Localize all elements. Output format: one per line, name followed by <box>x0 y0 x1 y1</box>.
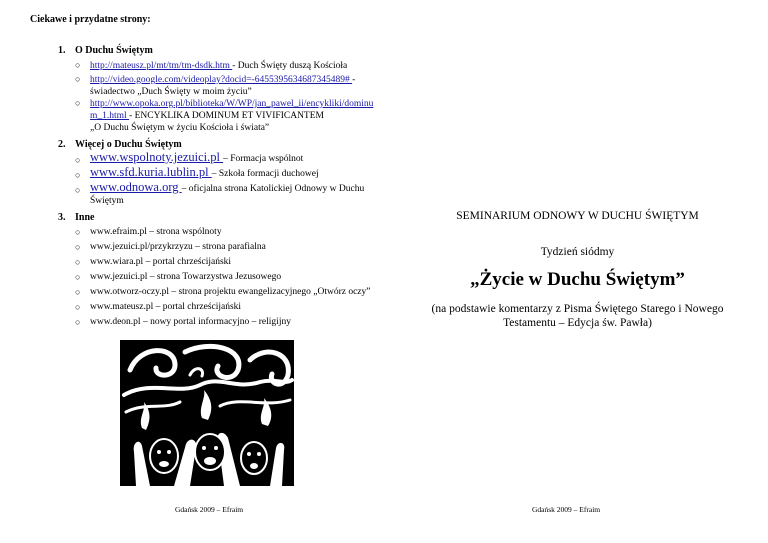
bullet-icon: ○ <box>75 98 81 108</box>
bullet-icon: ○ <box>75 155 81 165</box>
list-item: www.wspolnoty.jezuici.pl – Formacja wspólnot <box>90 150 304 164</box>
bullet-icon: ○ <box>75 317 81 327</box>
subtitle-line-1: (na podstawie komentarzy z Pisma Świętego Starego i Nowego <box>431 303 724 315</box>
list-item: ○ www.deon.pl – nowy portal informacyjno – religijny <box>75 317 291 327</box>
list-item: ○ www.jezuici.pl – strona Towarzystwa Jezusowego <box>75 272 282 282</box>
bullet-icon: ○ <box>75 272 81 282</box>
bullet-icon: ○ <box>75 60 81 70</box>
week-label: Tydzień siódmy <box>540 246 615 258</box>
list-item: ○ www.efraim.pl – strona wspólnoty <box>75 227 222 237</box>
header: Ciekawe i przydatne strony: <box>30 14 151 25</box>
section-1-number: 1. <box>58 45 66 56</box>
list-item: ○ www.wiara.pl – portal chrześcijański <box>75 257 232 267</box>
bullet-icon: ○ <box>75 170 81 180</box>
section-3-title: Inne <box>75 212 95 223</box>
section-1-title: O Duchu Świętym <box>75 45 153 56</box>
left-footer: Gdańsk 2009 – Efraim <box>175 505 244 514</box>
link-sfd-kuria[interactable]: www.sfd.kuria.lublin.pl <box>90 165 212 179</box>
link-video-google[interactable]: http://video.google.com/videoplay?docid=-6455395634687345489# <box>90 75 353 85</box>
list-item: http://video.google.com/videoplay?docid=-6455395634687345489# - świadectwo „Duch Święty w moim życiu” <box>90 75 356 97</box>
link-opoka[interactable]: http://www.opoka.org.pl/biblioteka/W/WP/jan_pawel_ii/encykliki/dominu <box>90 99 374 109</box>
right-footer: Gdańsk 2009 – Efraim <box>532 505 601 514</box>
list-item: ○ www.jezuici.pl/przykrzyzu – strona parafialna <box>75 242 266 252</box>
bullet-icon: ○ <box>75 227 81 237</box>
section-3-number: 3. <box>58 212 66 223</box>
link-opoka-cont[interactable]: m_1.html <box>90 111 130 121</box>
other-links-list <box>75 226 371 331</box>
section-2-title: Więcej o Duchu Świętym <box>75 139 182 150</box>
bullet-icon: ○ <box>75 185 81 195</box>
bullet-icon: ○ <box>75 302 81 312</box>
bullet-icon: ○ <box>75 287 81 297</box>
list-item: www.odnowa.org – oficjalna strona Katolickiej Odnowy w Duchu Świętym <box>90 180 365 206</box>
seminar-title: SEMINARIUM ODNOWY W DUCHU ŚWIĘTYM <box>456 210 699 222</box>
link-mateusz[interactable]: http://mateusz.pl/mt/tm/tm-dsdk.htm <box>90 61 233 71</box>
spirit-illustration <box>120 340 294 486</box>
list-item: http://mateusz.pl/mt/tm/tm-dsdk.htm - Duch Święty duszą Kościoła <box>90 61 348 71</box>
bullet-icon: ○ <box>75 242 81 252</box>
link-odnowa[interactable]: www.odnowa.org <box>90 180 182 194</box>
link-wspolnoty[interactable]: www.wspolnoty.jezuici.pl <box>90 150 224 164</box>
section-2-number: 2. <box>58 139 66 150</box>
bullet-icon: ○ <box>75 257 81 267</box>
list-item: http://www.opoka.org.pl/biblioteka/W/WP/jan_pawel_ii/encykliki/dominu m_1.html - ENCYKLIKA DOMINUM ET VIVIFICANTEM „O Duchu Świętym w życiu Kościoła i świata” <box>90 99 374 133</box>
list-item: www.sfd.kuria.lublin.pl – Szkoła formacji duchowej <box>90 165 319 179</box>
subtitle-line-2: Testamentu – Edycja św. Pawła) <box>503 317 652 329</box>
list-item: ○ www.mateusz.pl – portal chrześcijański <box>75 302 242 312</box>
main-title: „Życie w Duchu Świętym” <box>470 269 685 290</box>
bullet-icon: ○ <box>75 74 81 84</box>
subtitle <box>400 302 755 330</box>
list-item: ○ www.otworz-oczy.pl – strona projektu ewangelizacyjnego „Otwórz oczy” <box>75 287 371 297</box>
